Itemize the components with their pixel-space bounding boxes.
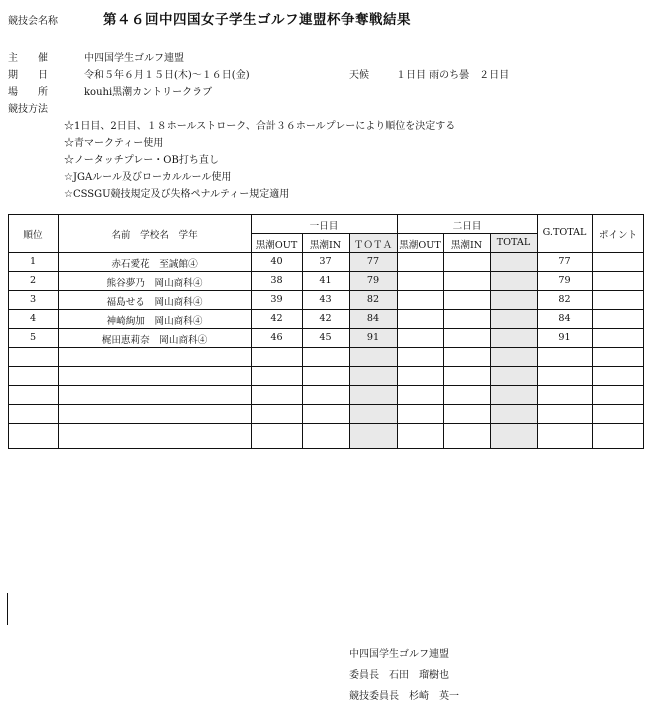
row-name: 熊谷夢乃 岡山商科④ [106,278,203,289]
row-total: 82 [366,294,380,305]
row-name: 神崎絢加 岡山商科④ [106,316,203,327]
header-day2-out: 黒潮OUT [399,240,441,251]
organizer-value: 中四国学生ゴルフ連盟 [84,53,184,64]
method-item: ☆CSSGU競技規定及び失格ペナルティー規定適用 [64,189,290,200]
row-in: 42 [319,313,332,324]
row-rank: 5 [29,332,37,343]
page-title: 第４６回中四国女子学生ゴルフ連盟杯争奪戦結果 [103,12,411,28]
header-day2: 二日目 [452,221,482,232]
method-item: ☆青マークティー使用 [64,138,164,149]
row-rank: 3 [29,294,37,305]
weather-value: １日目 雨のち曇 ２日目 [396,70,510,81]
row-out: 38 [270,275,283,286]
method-item: ☆JGAルール及びローカルルール使用 [64,172,232,183]
row-name: 赤石愛花 至誠館④ [111,259,198,270]
header-day2-total: TOTAL [496,237,531,248]
row-gtotal: 91 [558,332,571,343]
row-gtotal: 77 [558,256,571,267]
period-value: 令和５年６月１５日(木)〜１６日(金) [84,70,250,81]
row-gtotal: 84 [558,313,571,324]
header-day1-total: ＴＯＴＡ [353,240,393,251]
footer-org: 中四国学生ゴルフ連盟 [349,649,449,660]
row-total: 77 [366,256,380,267]
weather-label: 天候 [349,70,369,81]
venue-label: 場 所 [8,87,48,98]
row-rank: 2 [29,275,37,286]
header-points: ポイント [598,230,638,241]
row-name: 梶田恵莉奈 岡山商科④ [101,335,208,346]
header-gtotal: G.TOTAL [542,227,587,238]
row-rank: 4 [29,313,37,324]
header-day1-in: 黒潮IN [309,240,342,251]
row-total: 79 [366,275,380,286]
row-gtotal: 82 [558,294,571,305]
row-out: 46 [270,332,283,343]
day2-total-shade [490,233,537,449]
row-out: 42 [270,313,283,324]
footer-chair: 委員長 石田 瑠樹也 [349,670,449,681]
row-total: 84 [366,313,380,324]
row-in: 43 [319,294,332,305]
row-out: 39 [270,294,283,305]
row-in: 41 [319,275,332,286]
row-in: 37 [319,256,332,267]
footer-comp-chair: 競技委員長 杉崎 英一 [349,691,459,702]
method-item: ☆ノータッチプレー・OB打ち直し [64,155,219,166]
header-name: 名前 学校名 学年 [111,230,198,241]
row-out: 40 [270,256,283,267]
header-day1: 一日目 [309,221,339,232]
competition-name-label: 競技会名称 [8,16,58,27]
row-name: 福島せる 岡山商科④ [106,297,203,308]
margin-line [7,593,8,625]
row-total: 91 [366,332,380,343]
row-gtotal: 79 [558,275,571,286]
header-day2-in: 黒潮IN [450,240,483,251]
organizer-label: 主 催 [8,53,48,64]
header-rank: 順位 [23,230,43,241]
method-item: ☆1日目、2日目、１８ホールストローク、合計３６ホールプレーにより順位を決定する [64,121,456,132]
method-label: 競技方法 [8,104,48,115]
header-day1-out: 黒潮OUT [255,240,298,251]
venue-value: kouhi黒潮カントリークラブ [84,87,213,98]
results-table [8,214,644,449]
row-rank: 1 [29,256,37,267]
row-in: 45 [319,332,332,343]
period-label: 期 日 [8,70,48,81]
